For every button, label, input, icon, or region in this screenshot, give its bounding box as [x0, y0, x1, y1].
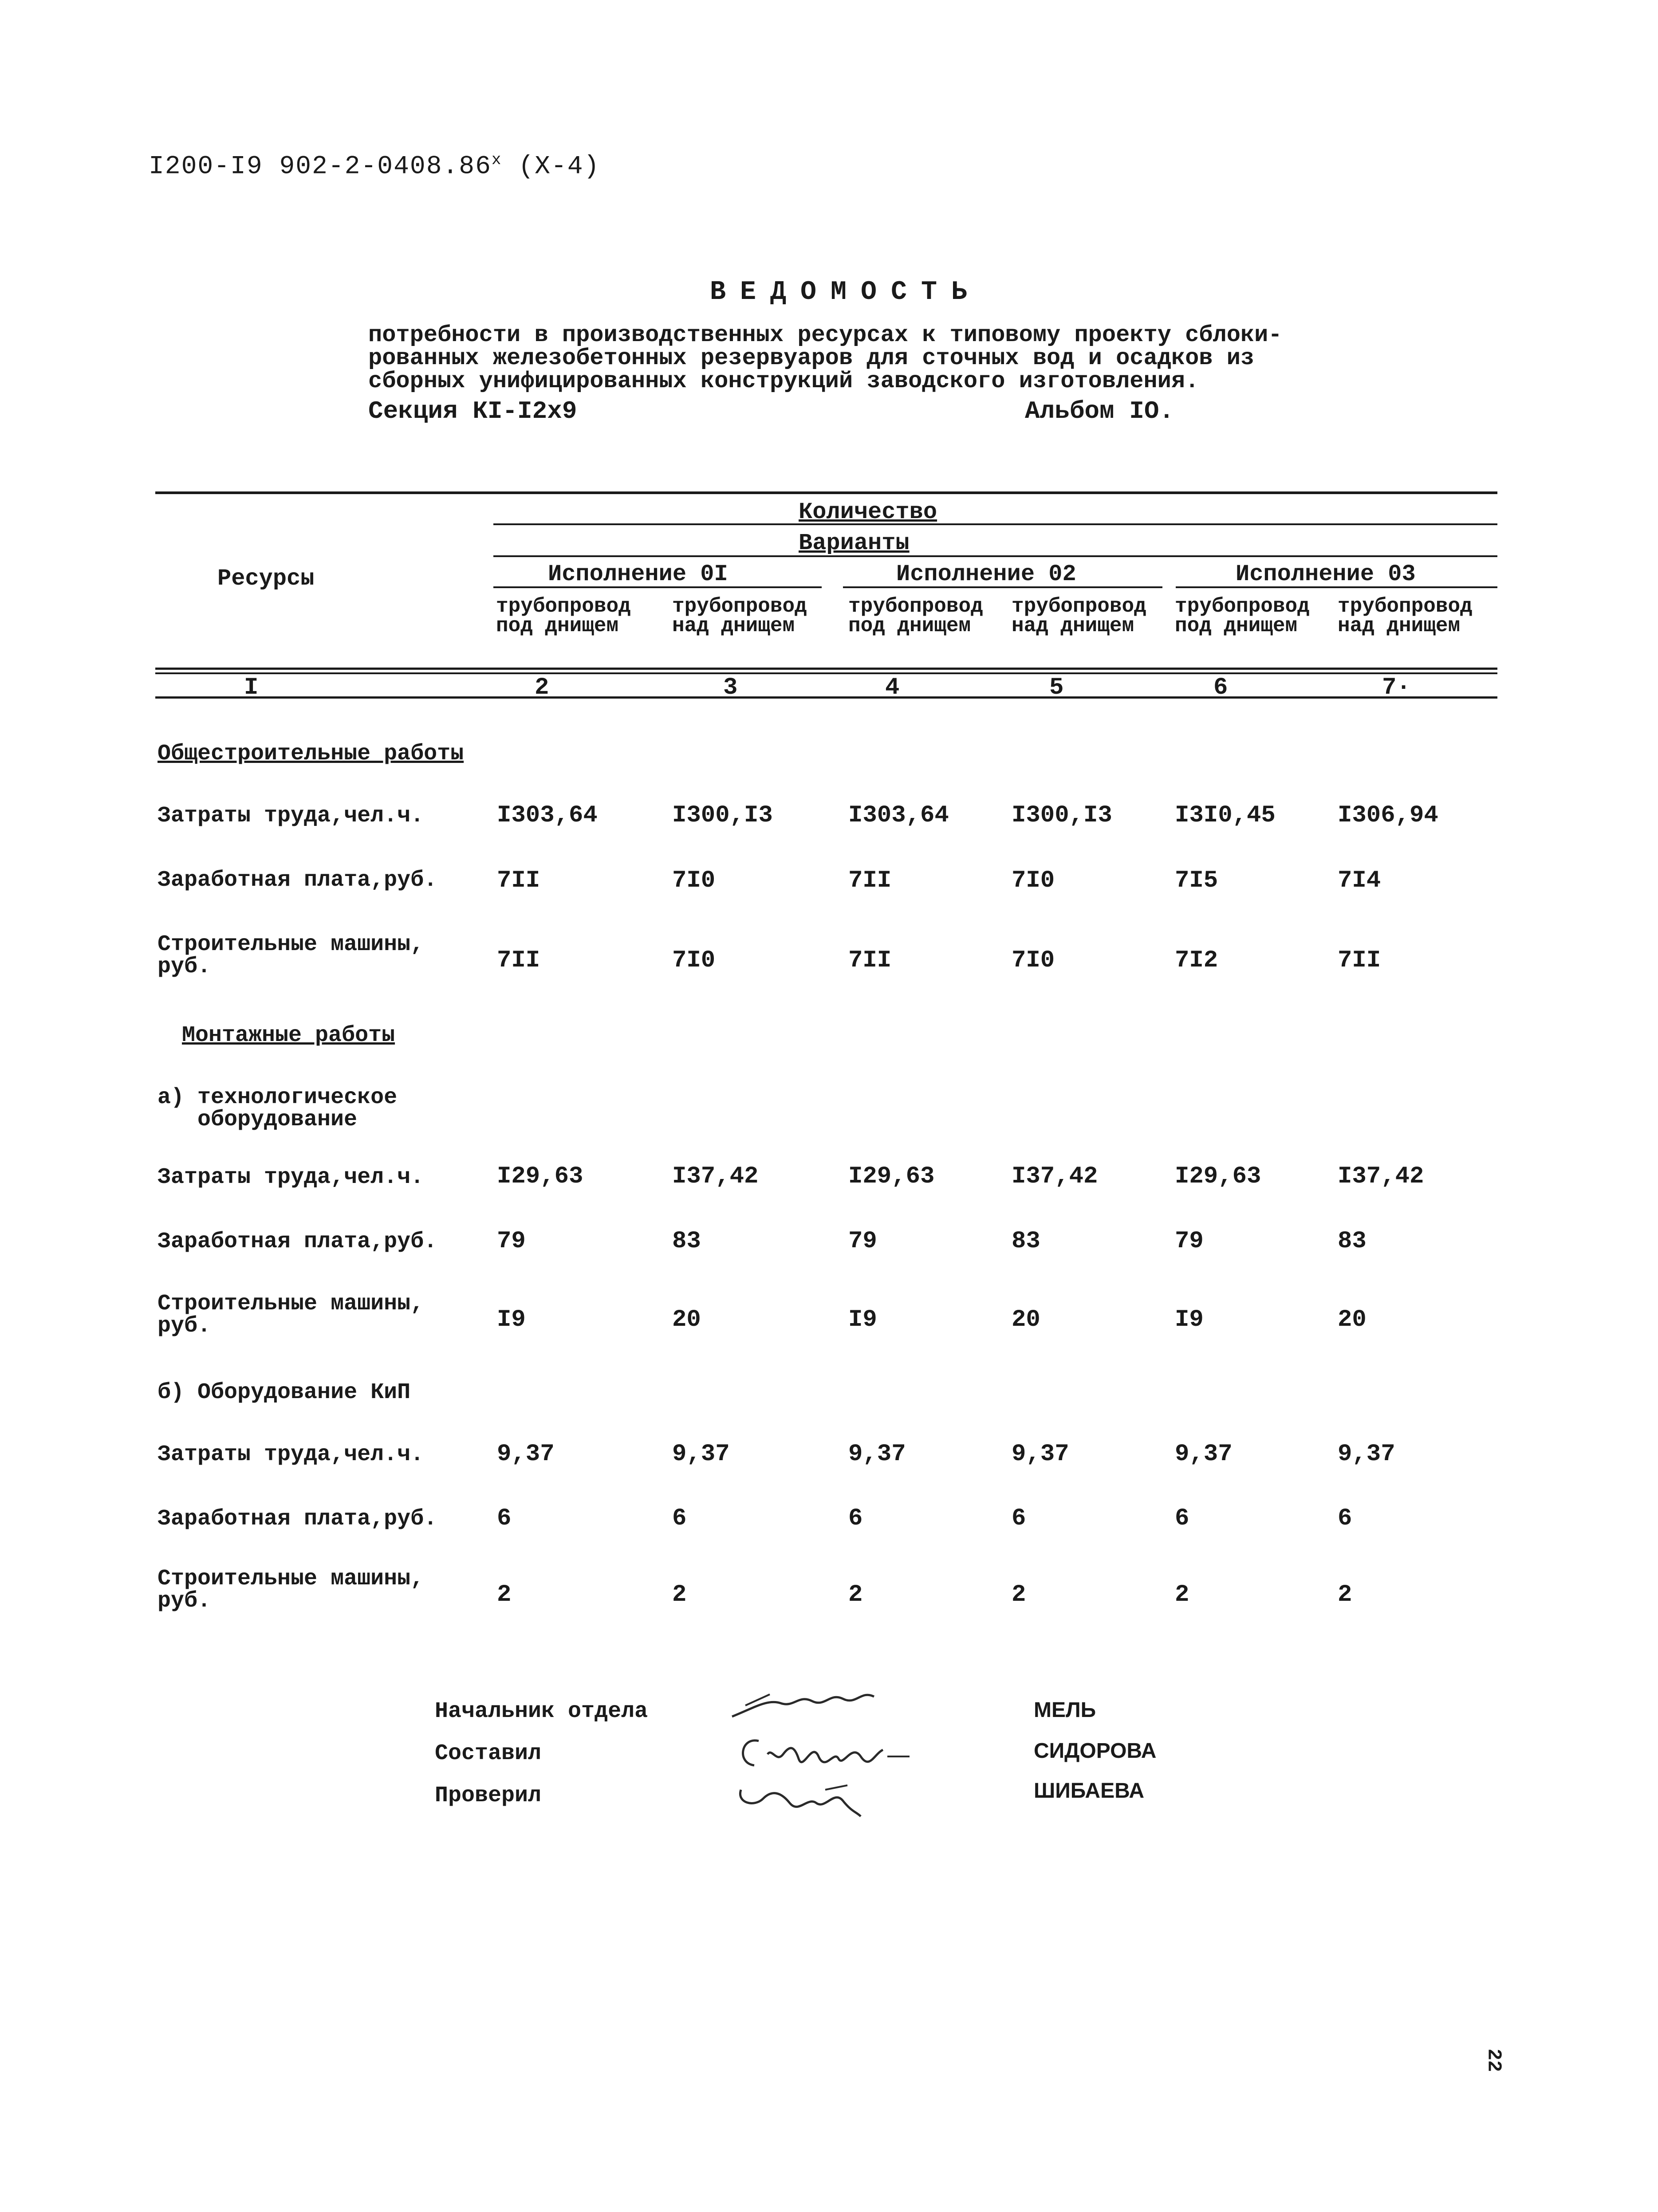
signature-role: Составил [435, 1741, 542, 1766]
table-cell: I29,63 [1175, 1163, 1261, 1190]
table-cell: 7II [848, 867, 892, 894]
table-cell: I306,94 [1338, 802, 1438, 829]
intro-line: сборных унифицированных конструкций заводского изготовления. [368, 368, 1199, 394]
table-cell: 20 [672, 1306, 701, 1333]
execution-header-01: Исполнение 0I [548, 561, 728, 587]
signature-role: Проверил [435, 1783, 542, 1808]
table-cell: 6 [848, 1505, 863, 1532]
subheader-col5: трубопровод над днищем [1012, 595, 1146, 637]
subheader-col2: трубопровод под днищем [496, 595, 631, 637]
row-label: Затраты труда,чел.ч. [158, 803, 424, 829]
table-cell: 79 [848, 1228, 877, 1255]
row-label: Строительные машины, руб. [158, 1566, 424, 1614]
row-label: Затраты труда,чел.ч. [158, 1442, 424, 1467]
table-cell: 7I4 [1338, 867, 1381, 894]
variants-header: Варианты [799, 530, 910, 556]
intro-line: рованных железобетонных резервуаров для сточных вод и осадков из [368, 345, 1255, 371]
table-cell: 7I0 [1012, 947, 1055, 974]
table-cell: 2 [672, 1581, 687, 1608]
table-cell: 20 [1338, 1306, 1367, 1333]
table-cell: 6 [497, 1505, 512, 1532]
table-cell: 2 [1012, 1581, 1026, 1608]
table-cell: 7I0 [1012, 867, 1055, 894]
table-cell: 2 [1175, 1581, 1189, 1608]
table-rule-header-bottom [155, 668, 1497, 670]
table-cell: I9 [1175, 1306, 1204, 1333]
table-cell: 7II [497, 947, 540, 974]
section-label: Секция КI-I2х9 [368, 397, 577, 425]
quantity-header: Количество [799, 499, 937, 525]
document-title: ВЕДОМОСТЬ [710, 277, 982, 307]
signature-name: ШИБАЕВА [1034, 1779, 1145, 1803]
table-cell: I9 [497, 1306, 526, 1333]
table-cell: I300,I3 [672, 802, 773, 829]
table-cell: 9,37 [672, 1441, 730, 1468]
table-cell: 83 [1338, 1228, 1367, 1255]
table-cell: 6 [1338, 1505, 1352, 1532]
column-number-1: I [244, 674, 259, 701]
table-rule-numbers-top [155, 672, 1497, 674]
subgroup-title-technological: а) технологическое оборудование [158, 1085, 398, 1132]
row-label: Строительные машины, руб. [158, 1291, 424, 1339]
table-cell: I300,I3 [1012, 802, 1112, 829]
subheader-col6: трубопровод под днищем [1175, 595, 1310, 637]
table-cell: 7II [497, 867, 540, 894]
table-cell: I37,42 [1338, 1163, 1424, 1190]
table-cell: 7I0 [672, 867, 716, 894]
table-cell: 2 [848, 1581, 863, 1608]
subheader-col7: трубопровод над днищем [1338, 595, 1473, 637]
table-cell: 79 [497, 1228, 526, 1255]
table-cell: 2 [497, 1581, 512, 1608]
column-number-4: 4 [885, 674, 900, 701]
table-cell: 9,37 [1012, 1441, 1069, 1468]
column-number-5: 5 [1049, 674, 1064, 701]
table-cell: 2 [1338, 1581, 1352, 1608]
subgroup-title-kip: б) Оборудование КиП [158, 1380, 411, 1405]
column-number-7: 7· [1382, 674, 1411, 701]
table-cell: 9,37 [497, 1441, 555, 1468]
intro-line: потребности в производственных ресурсах к типовому проекту сблоки- [368, 322, 1282, 348]
table-cell: 7II [1338, 947, 1381, 974]
table-cell: I9 [848, 1306, 877, 1333]
table-cell: 9,37 [848, 1441, 906, 1468]
table-rule-variants [493, 555, 1497, 557]
row-label: Заработная плата,руб. [158, 868, 437, 893]
row-label: Строительные машины, руб. [158, 932, 424, 979]
signature-role: Начальник отдела [435, 1699, 648, 1724]
execution-header-03: Исполнение 03 [1236, 561, 1416, 587]
execution-header-02: Исполнение 02 [896, 561, 1076, 587]
table-cell: 7I0 [672, 947, 716, 974]
signature-name: МЕЛЬ [1034, 1698, 1096, 1722]
table-cell: 7I5 [1175, 867, 1218, 894]
row-label: Заработная плата,руб. [158, 1506, 437, 1532]
album-label: Альбом IO. [1025, 397, 1174, 425]
handwritten-signature [728, 1772, 878, 1823]
table-cell: 9,37 [1175, 1441, 1233, 1468]
table-rule-quantity [493, 523, 1497, 525]
table-cell: I29,63 [497, 1163, 583, 1190]
group-title-installation: Монтажные работы [182, 1023, 395, 1048]
document-intro [368, 324, 1282, 393]
table-cell: I303,64 [848, 802, 949, 829]
table-cell: 7I2 [1175, 947, 1218, 974]
table-cell: 6 [1175, 1505, 1189, 1532]
subheader-col3: трубопровод над днищем [672, 595, 807, 637]
row-label: Затраты труда,чел.ч. [158, 1165, 424, 1190]
table-cell: 20 [1012, 1306, 1040, 1333]
subheader-col4: трубопровод под днищем [848, 595, 983, 637]
table-cell: 6 [672, 1505, 687, 1532]
column-number-2: 2 [535, 674, 549, 701]
signature-name: СИДОРОВА [1034, 1739, 1157, 1763]
table-cell: I37,42 [1012, 1163, 1098, 1190]
table-cell: 79 [1175, 1228, 1204, 1255]
column-number-3: 3 [723, 674, 738, 701]
table-rule-top [155, 491, 1497, 494]
table-cell: I37,42 [672, 1163, 759, 1190]
table-cell: I303,64 [497, 802, 598, 829]
page-number: 22 [1482, 2048, 1505, 2072]
table-cell: 6 [1012, 1505, 1026, 1532]
table-cell: 7II [848, 947, 892, 974]
table-cell: 9,37 [1338, 1441, 1395, 1468]
row-label: Заработная плата,руб. [158, 1229, 437, 1254]
resources-header: Ресурсы [217, 566, 315, 592]
group-title-general: Общестроительные работы [158, 741, 464, 766]
table-cell: 83 [1012, 1228, 1040, 1255]
table-cell: I3I0,45 [1175, 802, 1276, 829]
document-code: I200-I9 902-2-0408.86$^x$ (X-4) [149, 151, 600, 181]
table-cell: I29,63 [848, 1163, 935, 1190]
column-number-6: 6 [1213, 674, 1228, 701]
table-rule-numbers-bottom [155, 696, 1497, 699]
table-cell: 83 [672, 1228, 701, 1255]
